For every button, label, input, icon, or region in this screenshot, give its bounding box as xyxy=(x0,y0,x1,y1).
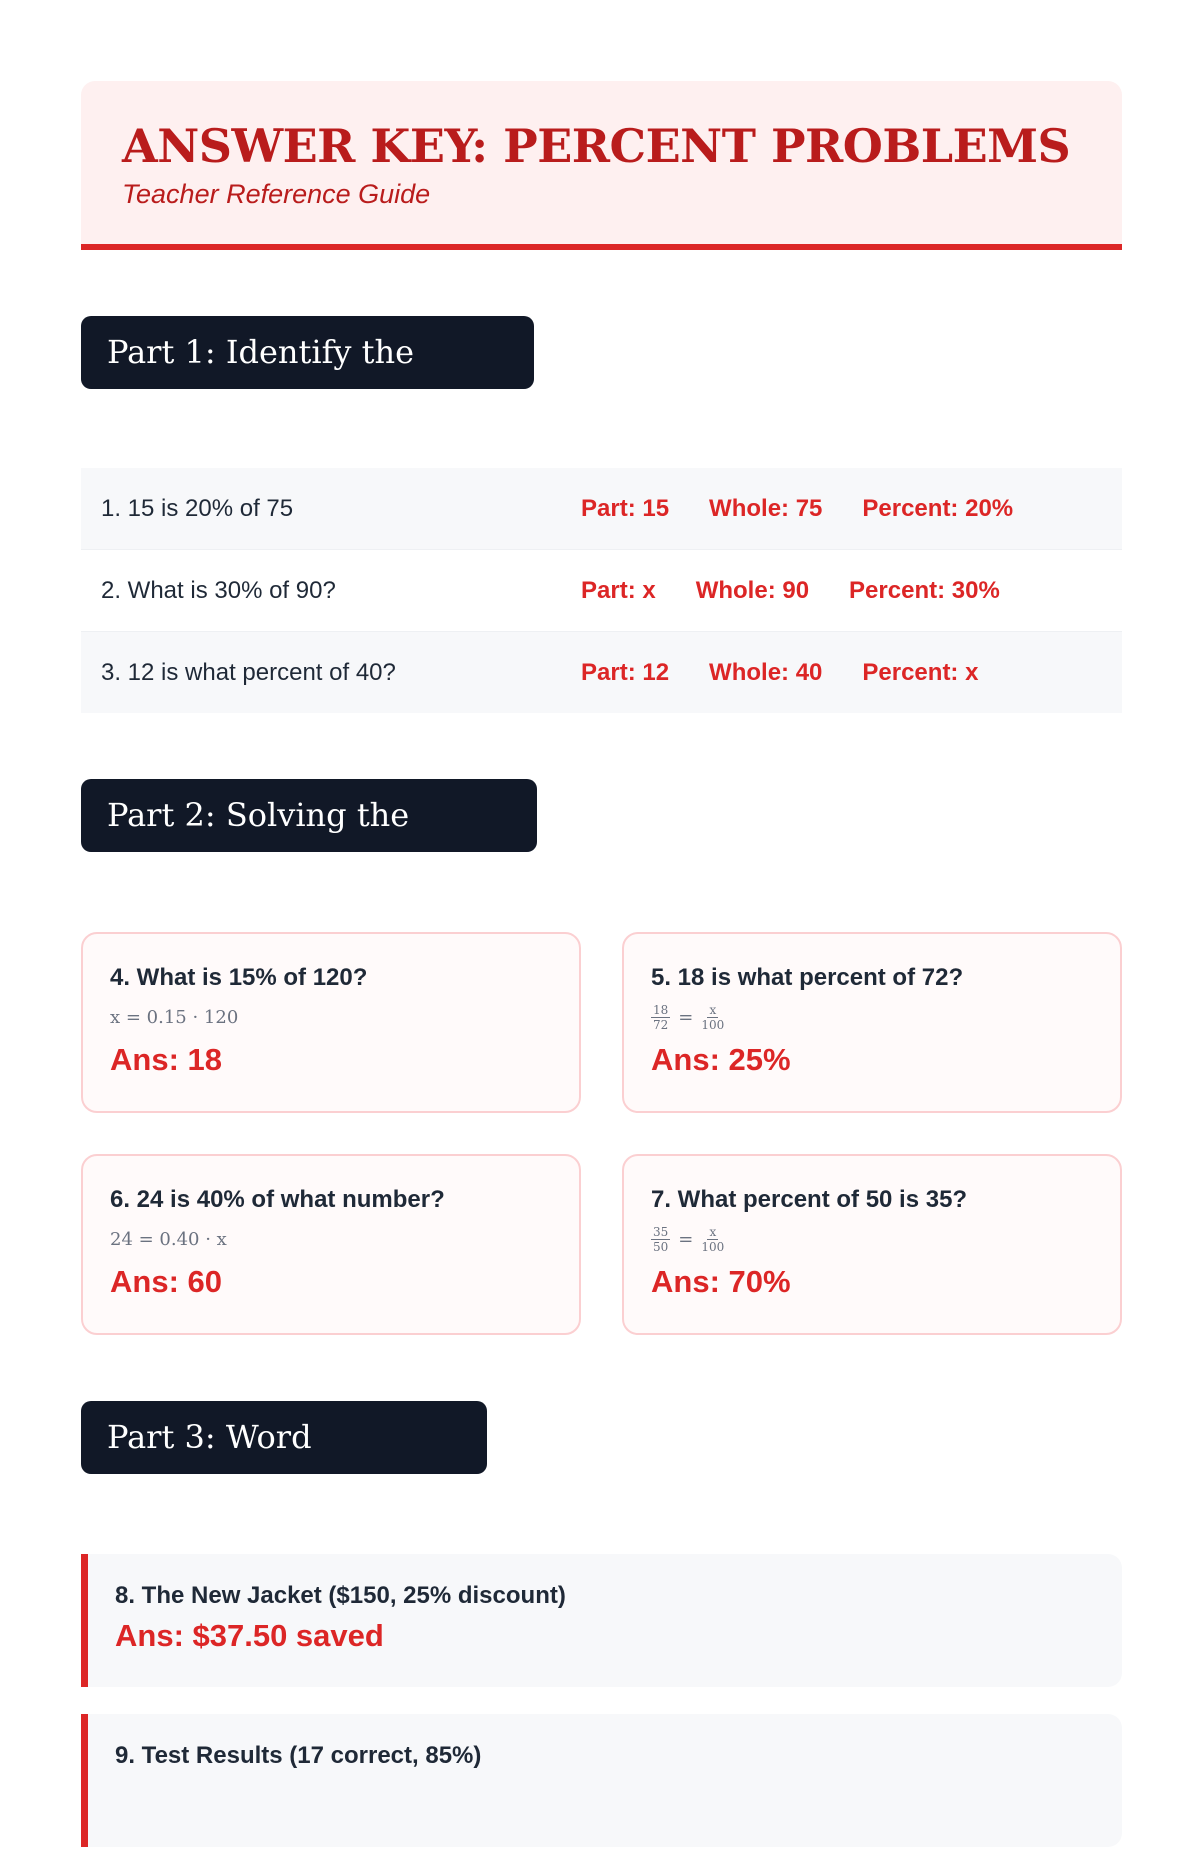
solving-grid xyxy=(81,932,1122,1335)
answer-key-page xyxy=(81,81,1122,1874)
percent-value: Percent: 30% xyxy=(849,576,1000,604)
row-answers xyxy=(581,495,1013,523)
part-value: Part: 15 xyxy=(581,494,670,522)
word-question: 8. The New Jacket ($150, 25% discount) xyxy=(115,1582,566,1609)
card-answer: Ans: 70% xyxy=(651,1264,791,1299)
percent-value: Percent: x xyxy=(862,658,979,686)
part3-heading: Part 3: Word Problems xyxy=(81,1401,487,1474)
fraction-denominator: 100 xyxy=(701,1017,725,1032)
table-row xyxy=(81,632,1122,713)
table-row xyxy=(81,468,1122,550)
word-problem-card xyxy=(81,1554,1122,1687)
row-question: 2. What is 30% of 90? xyxy=(101,576,336,604)
word-problem-card xyxy=(81,1714,1122,1847)
part1-heading: Part 1: Identify the Pieces xyxy=(81,316,534,389)
card-question: 5. 18 is what percent of 72? xyxy=(651,964,964,991)
fraction-numerator: 35 xyxy=(653,1224,669,1239)
equals-sign: = xyxy=(678,1006,694,1028)
problem-card xyxy=(622,932,1122,1113)
row-question: 1. 15 is 20% of 75 xyxy=(101,494,294,522)
fraction-numerator: x xyxy=(709,1224,717,1239)
part-value: Part: 12 xyxy=(581,658,670,686)
whole-value: Whole: 40 xyxy=(709,658,823,686)
card-answer: Ans: 18 xyxy=(110,1042,222,1077)
page-title: ANSWER KEY: PERCENT PROBLEMS xyxy=(122,119,1071,173)
part-value: Part: x xyxy=(581,576,656,604)
card-equation: x = 0.15 · 120 xyxy=(110,1006,239,1028)
word-problems xyxy=(81,1554,1122,1847)
fraction-denominator: 100 xyxy=(701,1239,725,1254)
identify-table xyxy=(81,468,1122,713)
equals-sign: = xyxy=(678,1228,694,1250)
fraction-right xyxy=(701,1226,724,1253)
word-answer: Ans: $37.50 saved xyxy=(115,1618,384,1653)
page-subtitle: Teacher Reference Guide xyxy=(122,179,431,209)
whole-value: Whole: 75 xyxy=(709,494,823,522)
fraction-right xyxy=(701,1004,724,1031)
percent-value: Percent: 20% xyxy=(862,494,1014,522)
page-header xyxy=(81,81,1122,250)
fraction-denominator: 72 xyxy=(653,1017,669,1032)
word-question: 9. Test Results (17 correct, 85%) xyxy=(115,1742,482,1769)
fraction-denominator: 50 xyxy=(653,1239,669,1254)
problem-card xyxy=(81,932,581,1113)
problem-card xyxy=(622,1154,1122,1335)
problem-card xyxy=(81,1154,581,1335)
fraction-left xyxy=(651,1004,670,1031)
card-answer: Ans: 25% xyxy=(651,1042,791,1077)
card-question: 6. 24 is 40% of what number? xyxy=(110,1186,445,1213)
whole-value: Whole: 90 xyxy=(695,576,810,604)
card-question: 4. What is 15% of 120? xyxy=(110,964,368,991)
row-answers xyxy=(581,659,978,687)
card-equation xyxy=(651,1004,1093,1030)
card-equation xyxy=(651,1226,1093,1252)
card-answer: Ans: 60 xyxy=(110,1264,222,1299)
fraction-numerator: 18 xyxy=(653,1002,669,1017)
row-answers xyxy=(581,577,1000,605)
part2-heading: Part 2: Solving the Puzzle xyxy=(81,779,537,852)
row-question: 3. 12 is what percent of 40? xyxy=(101,658,396,686)
table-row xyxy=(81,550,1122,632)
fraction-left xyxy=(651,1226,670,1253)
card-equation: 24 = 0.40 · x xyxy=(110,1228,227,1250)
card-question: 7. What percent of 50 is 35? xyxy=(651,1186,968,1213)
fraction-numerator: x xyxy=(709,1002,717,1017)
